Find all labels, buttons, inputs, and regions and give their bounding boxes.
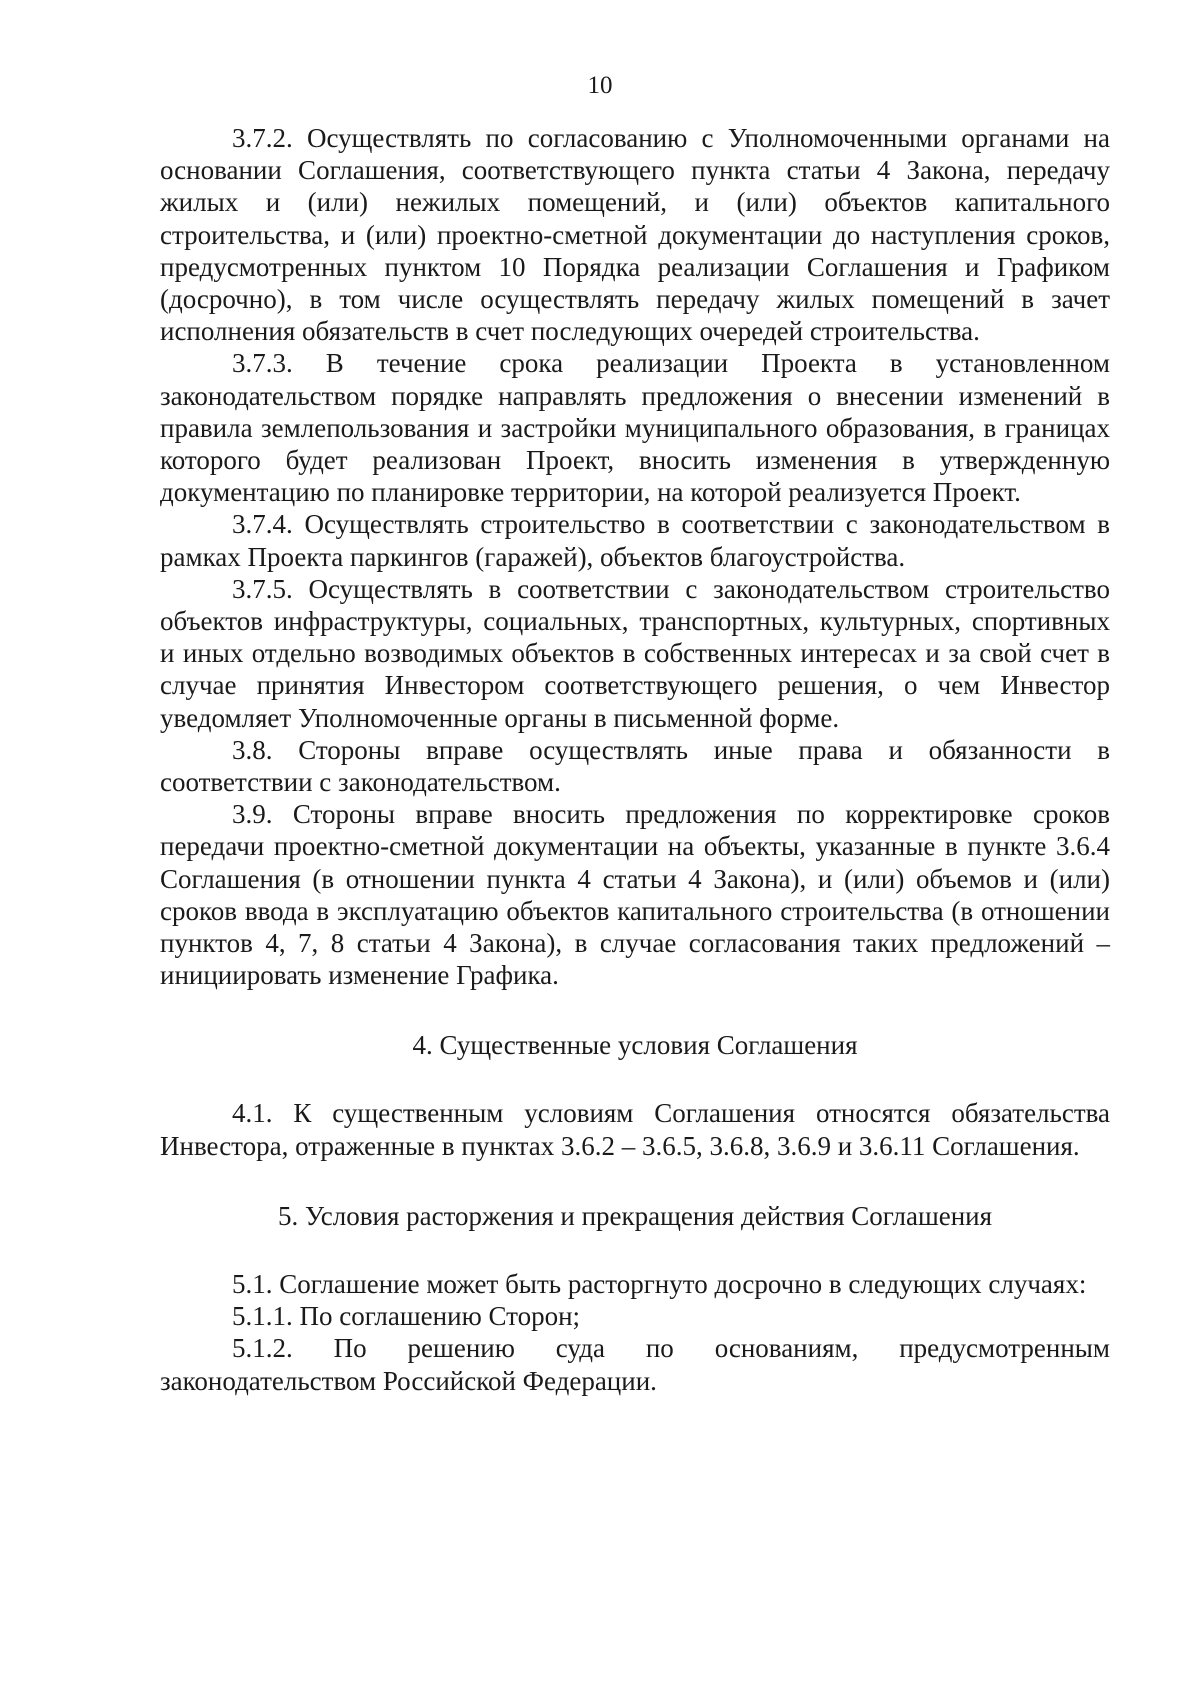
page-number: 10 [587, 72, 613, 99]
paragraph-3-7-4: 3.7.4. Осуществлять строительство в соответствии с законодательством в рамках Проекта паркингов (гаражей), объектов благоустройства. [160, 509, 1110, 572]
paragraph-3-9: 3.9. Стороны вправе вносить предложения по корректировке сроков передачи проектно-сметной документации на объекты, указанные в пункте 3.6.4 Соглашения (в отношении пункта 4 статьи 4 Закона), и (или) объемов и (или) сроков ввода в эксплуатацию объектов капитального строительства (в отношении пунктов 4, 7, 8 статьи 4 Закона), в случае согласования таких предложений – инициировать изменение Графика. [160, 799, 1110, 991]
paragraph-4-1: 4.1. К существенным условиям Соглашения относятся обязательства Инвестора, отраженные в пунктах 3.6.2 – 3.6.5, 3.6.8, 3.6.9 и 3.6.11 Соглашения. [160, 1098, 1110, 1161]
section-5-heading: 5. Условия расторжения и прекращения действия Соглашения [277, 1200, 993, 1231]
paragraph-3-7-5: 3.7.5. Осуществлять в соответствии с законодательством строительство объектов инфраструктуры, социальных, транспортных, культурных, спортивных и иных отдельно возводимых объектов в собственных интересах и за свой счет в случае принятия Инвестором соответствующего решения, о чем Инвестор уведомляет Уполномоченные органы в письменной форме. [160, 573, 1110, 733]
paragraph-3-8: 3.8. Стороны вправе осуществлять иные права и обязанности в соответствии с законодательством. [160, 734, 1110, 798]
document-body [160, 122, 1110, 1397]
section-4-heading: 4. Существенные условия Соглашения [412, 1030, 858, 1061]
paragraph-3-7-3: 3.7.3. В течение срока реализации Проекта в установленном законодательством порядке направлять предложения о внесении изменений в правила землепользования и застройки муниципального образования, в границах которого будет реализован Проект, вносить изменения в утвержденную документацию по планировке территории, на которой реализуется Проект. [160, 348, 1110, 508]
paragraph-3-7-2: 3.7.2. Осуществлять по согласованию с Уполномоченными органами на основании Соглашения, соответствующего пункта статьи 4 Закона, передачу жилых и (или) нежилых помещений, и (или) объектов капитального строительства, и (или) проектно-сметной документации до наступления сроков, предусмотренных пунктом 10 Порядка реализации Соглашения и Графиком (досрочно), в том числе осуществлять передачу жилых помещений в зачет исполнения обязательств в счет последующих очередей строительства. [160, 123, 1110, 347]
paragraph-5-1-2: 5.1.2. По решению суда по основаниям, предусмотренным законодательством Российской Федерации. [160, 1333, 1110, 1396]
paragraph-5-1: 5.1. Соглашение может быть расторгнуто досрочно в следующих случаях: [232, 1268, 1087, 1299]
paragraph-5-1-1: 5.1.1. По соглашению Сторон; [232, 1301, 581, 1332]
